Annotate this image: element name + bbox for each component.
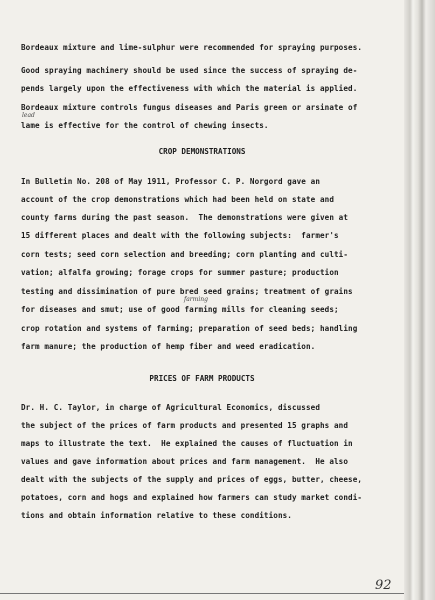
text-line: farm manure; the production of hemp fiber and weed eradication. (21, 342, 316, 351)
text-line: potatoes, corn and hogs and explained how farmers can study market condi- (21, 493, 363, 502)
text-line: county farms during the past season. The demonstrations were given at (21, 213, 349, 222)
text-line: maps to illustrate the text. He explained the causes of fluctuation in (21, 439, 353, 448)
page-bottom-edge (0, 593, 404, 594)
handwritten-correction-lead: lead (22, 112, 35, 119)
text-line: testing and dissimination of pure bred seed grains; treatment of grains (21, 287, 353, 296)
text-line: dealt with the subjects of the supply and prices of eggs, butter, cheese, (21, 475, 363, 484)
bound-pages-edge (404, 0, 435, 600)
text-line: Bordeaux mixture and lime-sulphur were recommended for spraying purposes. (21, 43, 363, 52)
text-line: account of the crop demonstrations which had been held on state and (21, 195, 335, 204)
text-line: Bordeaux mixture controls fungus diseases and Paris green or arsinate of (21, 103, 358, 112)
text-line: for diseases and smut; use of good farming mills for cleaning seeds; (21, 305, 339, 314)
text-line: Dr. H. C. Taylor, in charge of Agricultural Economics, discussed (21, 403, 320, 412)
handwritten-page-number: 92 (375, 578, 392, 593)
text-line: tions and obtain information relative to these conditions. (21, 511, 292, 520)
text-line: In Bulletin No. 208 of May 1911, Professor C. P. Norgord gave an (21, 177, 320, 186)
handwritten-insert-farming: farming (184, 296, 208, 303)
text-line: 15 different places and dealt with the following subjects: farmer's (21, 231, 339, 240)
text-line: pends largely upon the effectiveness with which the material is applied. (21, 84, 358, 93)
text-line: Good spraying machinery should be used since the success of spraying de- (21, 66, 358, 75)
section-heading-crop-demonstrations: CROP DEMONSTRATIONS (158, 147, 246, 156)
text-line: the subject of the prices of farm products and presented 15 graphs and (21, 421, 349, 430)
section-heading-prices-of-farm-products: PRICES OF FARM PRODUCTS (149, 374, 255, 383)
text-line: corn tests; seed corn selection and breeding; corn planting and culti- (21, 250, 349, 259)
text-line: values and gave information about prices and farm management. He also (21, 457, 349, 466)
text-line: crop rotation and systems of farming; preparation of seed beds; handling (21, 324, 358, 333)
text-line: lame is effective for the control of chewing insects. (21, 121, 269, 130)
text-line: vation; alfalfa growing; forage crops for summer pasture; production (21, 268, 339, 277)
